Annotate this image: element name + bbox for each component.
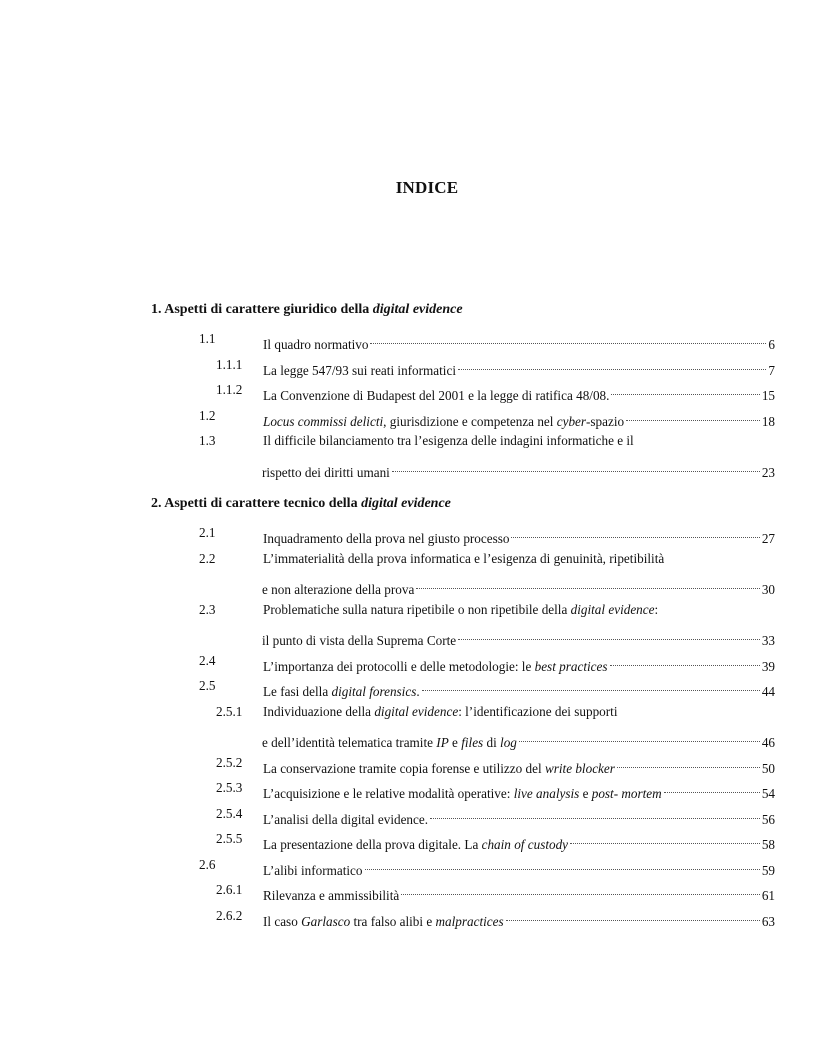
toc-entry-first-line [0,600,816,620]
entry-text-part: : l’identificazione dei supporti [458,703,618,719]
entry-title [263,412,624,432]
entry-line [263,880,775,906]
section-heading [151,496,451,512]
entry-title [263,600,658,620]
entry-text-part: La Convenzione di Budapest del 2001 e la legge di ratifica 48/08. [263,388,610,403]
entry-text-part: e non alterazione della prova [262,582,415,597]
toc-entry[interactable] [0,727,816,750]
toc-entry[interactable] [0,406,816,429]
section-heading-italic: digital evidence [372,302,463,317]
page-number: 54 [761,786,775,801]
entry-line [263,651,775,677]
toc-entry[interactable] [0,574,816,597]
page-number: 39 [761,658,775,674]
toc-entry[interactable] [0,753,816,776]
toc-entry[interactable] [0,329,816,352]
entry-text-part: L’analisi della digital evidence. [263,811,429,827]
entry-text-part: Locus commissi delicti [263,413,384,429]
entry-title [263,529,509,549]
entry-text-part: L’importanza dei protocolli e delle metodologie: le [263,658,535,674]
entry-line [262,574,775,600]
entry-line [263,906,775,932]
entry-text-part: , giurisdizione e competenza nel [383,413,557,429]
entry-line [263,855,775,881]
page-number: 6 [768,337,775,352]
page-title: INDICE [395,178,459,197]
entry-line [262,457,775,483]
entry-number: 2.5.3 [216,780,243,795]
entry-number: 1.1.1 [216,356,243,372]
page-number: 50 [761,760,775,776]
toc-entry[interactable] [0,355,816,378]
entry-line [263,600,775,620]
page-number: 23 [761,464,775,480]
page-number: 63 [761,913,775,929]
entry-text-part: Rilevanza e ammissibilità [263,888,400,903]
entry-text-part: Inquadramento della prova nel giusto processo [263,531,510,546]
entry-title [263,386,609,406]
entry-line [263,753,775,779]
page-number: 7 [768,362,775,378]
toc-entry-first-line [0,431,816,451]
toc-entry[interactable] [0,778,816,801]
dot-leader [617,753,760,773]
entry-text-part: -spazio [586,413,625,429]
entry-line [263,406,775,432]
toc-entry[interactable] [0,457,816,480]
entry-line [263,778,775,804]
entry-title [262,733,517,753]
toc-entry[interactable] [0,829,816,852]
dot-leader [401,880,760,900]
entry-text-part: di [483,735,501,750]
entry-line [263,804,775,830]
entry-title [263,886,399,906]
entry-number: 2.5.4 [216,805,243,821]
entry-text-part: IP [436,735,449,750]
entry-number: 2.2 [199,550,216,566]
entry-title [263,361,456,381]
dot-leader [365,855,760,875]
entry-text-part: Garlasco [301,913,351,929]
entry-text-part: L’acquisizione e le relative modalità operative: [263,786,514,801]
entry-title [263,702,618,722]
entry-title [263,657,608,677]
entry-text-part: il punto di vista della Suprema Corte [262,633,457,648]
toc-entry[interactable] [0,380,816,403]
dot-leader [416,574,759,594]
entry-text-part: La conservazione tramite copia forense e utilizzo del [263,760,545,776]
entry-number: 2.5.1 [216,703,243,719]
dot-leader [519,727,760,747]
page-number: 33 [761,633,775,648]
entry-text-part: digital evidence [570,601,655,617]
entry-text-part: write blocker [544,760,615,776]
dot-leader [610,651,760,671]
entry-title [262,580,414,600]
toc-entry[interactable] [0,855,816,878]
entry-number: 1.1 [199,331,216,346]
dot-leader [458,355,766,375]
toc-entry[interactable] [0,880,816,903]
entry-line [263,676,775,702]
section-heading-text: 2. Aspetti di carattere tecnico della [151,496,362,511]
entry-number: 2.6.2 [216,907,243,923]
page-number: 59 [761,862,775,878]
toc-entry-first-line [0,549,816,569]
dot-leader [611,380,759,400]
toc-entry[interactable] [0,625,816,648]
entry-text-part: log [500,735,517,750]
entry-text-part: digital evidence [374,703,459,719]
entry-title [262,631,456,651]
entry-text-part: : [654,601,659,617]
entry-text-part: e [448,735,462,750]
entry-text-part: La legge 547/93 sui reati informatici [263,362,456,378]
entry-text-part: Le fasi della [263,684,332,699]
section-heading [151,302,463,318]
entry-line [263,355,775,381]
page-number: 61 [761,888,775,903]
entry-line [263,829,775,855]
entry-line [263,329,775,355]
entry-text-part: cyber [556,413,587,429]
entry-title: Il difficile bilanciamento tra l’esigenza delle indagini informatiche e il [263,433,634,448]
dot-leader [370,329,766,349]
entry-text-part: La presentazione della prova digitale. La [263,837,482,852]
entry-number: 1.2 [199,407,216,423]
entry-text-part: live analysis [513,786,580,801]
entry-number: 1.1.2 [216,382,243,397]
entry-line [263,702,775,722]
page-number: 58 [761,837,775,852]
entry-number: 2.4 [199,652,216,668]
entry-text-part: files [461,735,484,750]
toc-entry[interactable] [0,906,816,929]
entry-title [263,810,428,830]
entry-title: L’immaterialità della prova informatica e l’esigenza di genuinità, ripetibilità [263,550,665,566]
page-number: 46 [761,735,775,750]
entry-line [263,523,775,549]
entry-number: 2.6.1 [216,882,243,897]
entry-line [263,431,775,451]
entry-text-part: L’alibi informatico [263,862,363,878]
entry-title [263,759,615,779]
toc-entry[interactable] [0,804,816,827]
entry-text-part: Problematiche sulla natura ripetibile o non ripetibile della [263,601,571,617]
entry-text-part: Individuazione della [263,703,375,719]
dot-leader [511,523,759,543]
entry-line [262,625,775,651]
dot-leader [626,406,760,426]
entry-text-part: post- mortem [591,786,662,801]
entry-text-part: Il quadro normativo [263,337,369,352]
entry-number: 2.1 [199,525,216,540]
entry-text-part: malpractices [435,913,504,929]
page-number: 56 [761,811,775,827]
toc-entry[interactable] [0,523,816,546]
entry-number: 2.5.2 [216,754,243,770]
entry-text-part: rispetto dei diritti umani [262,464,390,480]
entry-number: 2.5 [199,678,216,693]
entry-number: 1.3 [199,433,216,448]
page-number: 44 [761,684,775,699]
entry-number: 2.5.5 [216,831,243,846]
entry-line [263,549,775,569]
entry-text-part: e dell’identità telematica tramite [262,735,437,750]
page-number: 30 [761,582,775,597]
dot-leader [458,625,760,645]
entry-text-part: digital forensics [331,684,417,699]
dot-leader [506,906,760,926]
section-heading-italic: digital evidence [361,496,451,511]
toc-entry[interactable] [0,651,816,674]
entry-title [263,682,420,702]
toc-entry[interactable] [0,676,816,699]
dot-leader [392,457,760,477]
entry-title [263,912,504,932]
entry-line [263,380,775,406]
entry-number: 2.3 [199,601,216,617]
toc-entry-first-line [0,702,816,722]
dot-leader [422,676,760,696]
section-heading-text: 1. Aspetti di carattere giuridico della [151,302,373,317]
entry-title [263,835,568,855]
entry-number: 2.6 [199,856,216,872]
entry-title [263,335,368,355]
entry-text-part: best practices [534,658,608,674]
entry-text-part: chain of custody [481,837,569,852]
entry-text-part: Il caso [263,913,302,929]
entry-text-part: tra falso alibi e [350,913,436,929]
page-number: 15 [761,388,775,403]
dot-leader [430,804,760,824]
dot-leader [664,778,760,798]
entry-text-part: . [416,684,420,699]
page-number: 27 [761,531,775,546]
page-number: 18 [761,413,775,429]
entry-text-part: e [579,786,592,801]
entry-title [263,784,662,804]
dot-leader [570,829,760,849]
entry-title [262,463,390,483]
entry-line [262,727,775,753]
entry-title [263,861,363,881]
